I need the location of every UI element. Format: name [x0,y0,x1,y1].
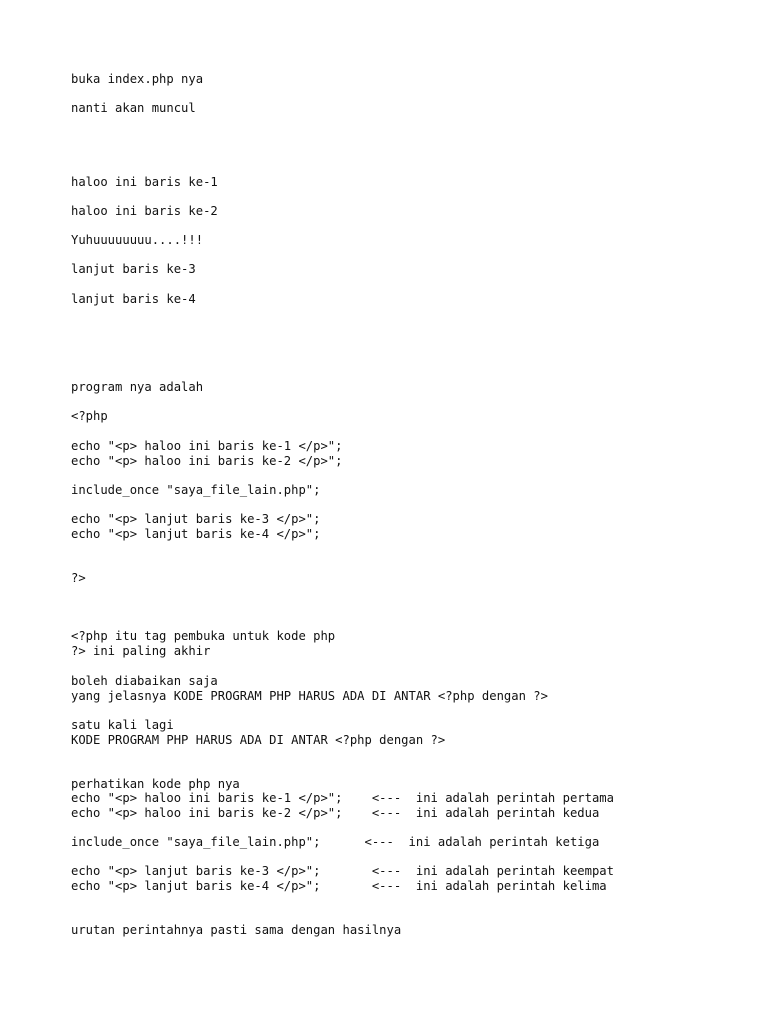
code-line: echo "<p> lanjut baris ke-4 </p>"; [71,527,321,541]
text-line: satu kali lagi [71,718,174,732]
annotated-code-line: include_once "saya_file_lain.php"; <--- ini adalah perintah ketiga [71,835,600,849]
text-line: ?> ini paling akhir [71,644,211,658]
code-line: <?php [71,409,108,423]
text-line: urutan perintahnya pasti sama dengan hasilnya [71,923,402,937]
output-line: lanjut baris ke-3 [71,262,196,276]
annotated-code-line: echo "<p> lanjut baris ke-4 </p>"; <--- ini adalah perintah kelima [71,879,607,893]
text-line: nanti akan muncul [71,101,196,115]
text-line: yang jelasnya KODE PROGRAM PHP HARUS ADA DI ANTAR <?php dengan ?> [71,689,548,703]
text-line: boleh diabaikan saja [71,674,218,688]
code-line: echo "<p> haloo ini baris ke-2 </p>"; [71,454,343,468]
output-line: haloo ini baris ke-1 [71,175,218,189]
output-line: lanjut baris ke-4 [71,292,196,306]
annotated-code-line: echo "<p> haloo ini baris ke-2 </p>"; <--- ini adalah perintah kedua [71,806,600,820]
text-line: <?php itu tag pembuka untuk kode php [71,629,336,643]
output-line: Yuhuuuuuuuu....!!! [71,233,204,247]
text-line: KODE PROGRAM PHP HARUS ADA DI ANTAR <?php dengan ?> [71,733,446,747]
text-line: perhatikan kode php nya [71,777,240,791]
code-line: ?> [71,571,86,585]
text-line: buka index.php nya [71,72,204,86]
annotated-code-line: echo "<p> haloo ini baris ke-1 </p>"; <--- ini adalah perintah pertama [71,791,614,805]
code-line: echo "<p> lanjut baris ke-3 </p>"; [71,512,321,526]
code-line: echo "<p> haloo ini baris ke-1 </p>"; [71,439,343,453]
text-line: program nya adalah [71,380,204,394]
annotated-code-line: echo "<p> lanjut baris ke-3 </p>"; <--- ini adalah perintah keempat [71,864,614,878]
output-line: haloo ini baris ke-2 [71,204,218,218]
code-line: include_once "saya_file_lain.php"; [71,483,321,497]
